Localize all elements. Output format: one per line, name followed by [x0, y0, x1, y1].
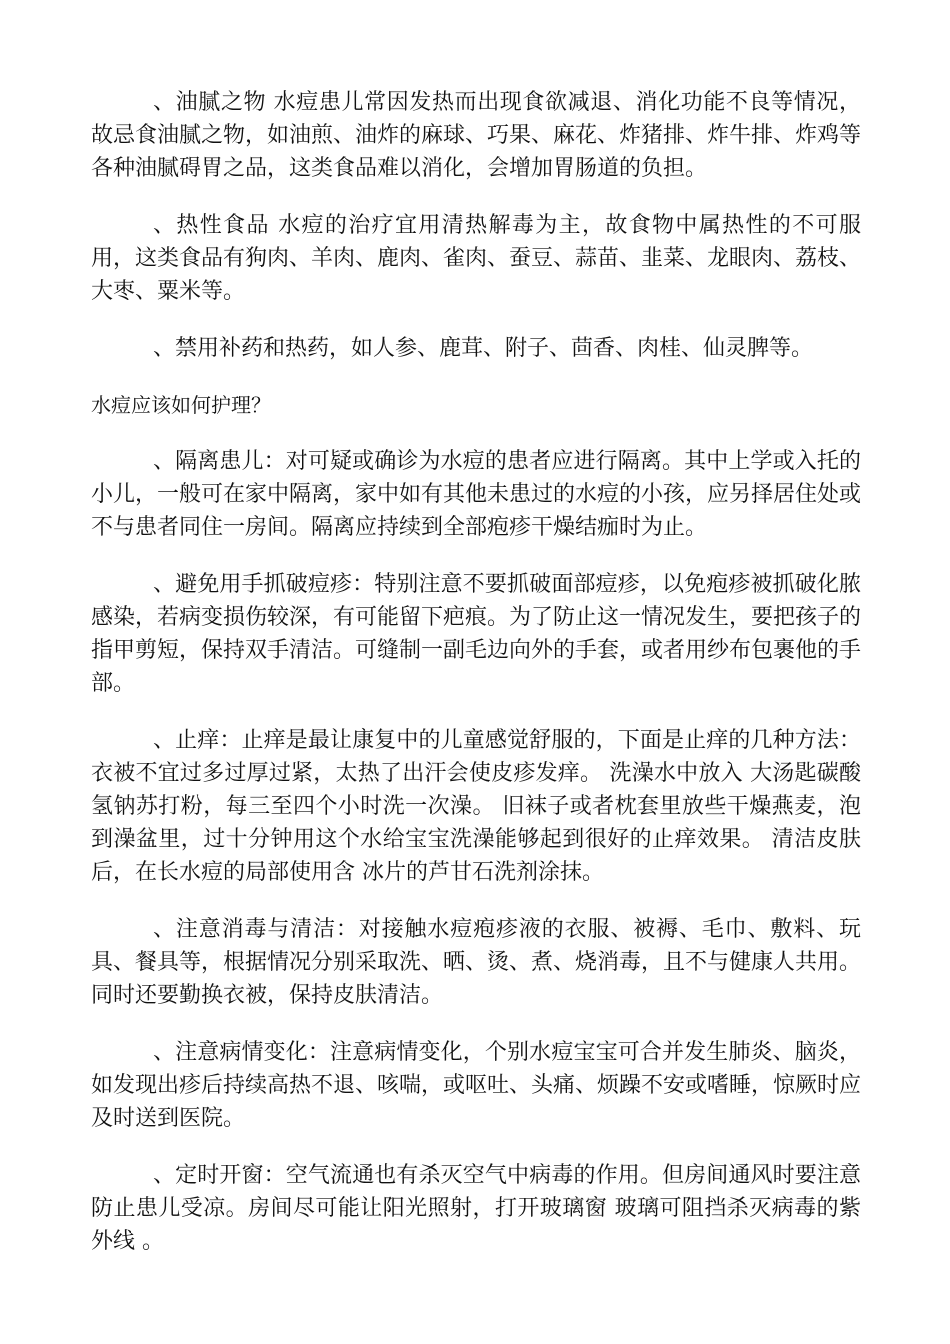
diet-hot-food-paragraph: 、热性食品 水痘的治疗宜用清热解毒为主，故食物中属热性的不可服用，这类食品有狗肉、羊肉、鹿肉、雀肉、蚕豆、蒜苗、韭菜、龙眼肉、荔枝、大枣、粟米等。 [91, 213, 862, 304]
care-heading: 水痘应该如何护理？ [91, 393, 271, 417]
care-disinfection-paragraph: 、注意消毒与清洁：对接触水痘疱疹液的衣服、被褥、毛巾、敷料、玩具、餐具等，根据情况分别采取洗、晒、烫、煮、烧消毒，且不与健康人共用。同时还要勤换衣被，保持皮肤清洁。 [91, 917, 862, 1008]
care-isolation-paragraph: 、隔离患儿：对可疑或确诊为水痘的患者应进行隔离。其中上学或入托的小儿，一般可在家中隔离，家中如有其他未患过的水痘的小孩，应另择居住处或不与患者同住一房间。隔离应持续到全部疱疹干燥结痂时为止。 [91, 449, 862, 540]
document-page [91, 86, 861, 1282]
care-itch-relief-paragraph: 、止痒：止痒是最让康复中的儿童感觉舒服的，下面是止痒的几种方法： 衣被不宜过多过厚过紧，太热了出汗会使皮疹发痒。 洗澡水中放入 大汤匙碳酸氢钠苏打粉，每三至四个小时洗一次澡。 旧袜子或者枕套里放些干燥燕麦，泡到澡盆里，过十分钟用这个水给宝宝洗澡能够起到很好的止痒效果。 清洁皮肤后，在长水痘的局部使用含 冰片的芦甘石洗剂涂抹。 [91, 728, 861, 885]
diet-oily-food-paragraph: 、油腻之物 水痘患儿常因发热而出现食欲减退、消化功能不良等情况，故忌食油腻之物，如油煎、油炸的麻球、巧果、麻花、炸猪排、炸牛排、炸鸡等各种油腻碍胃之品，这类食品难以消化，会增加胃肠道的负担。 [91, 90, 862, 181]
diet-tonic-paragraph: 、禁用补药和热药，如人参、鹿茸、附子、茴香、肉桂、仙灵脾等。 [153, 336, 814, 361]
care-monitoring-paragraph: 、注意病情变化：注意病情变化，个别水痘宝宝可合并发生肺炎、脑炎，如发现出疹后持续高热不退、咳喘，或呕吐、头痛、烦躁不安或嗜睡，惊厥时应及时送到医院。 [91, 1040, 862, 1131]
care-no-scratch-paragraph: 、避免用手抓破痘疹：特别注意不要抓破面部痘疹，以免疱疹被抓破化脓感染，若病变损伤较深，有可能留下疤痕。为了防止这一情况发生，要把孩子的指甲剪短，保持双手清洁。可缝制一副毛边向外的手套，或者用纱布包裹他的手部。 [91, 572, 862, 696]
care-ventilation-paragraph: 、定时开窗：空气流通也有杀灭空气中病毒的作用。但房间通风时要注意防止患儿受凉。房间尽可能让阳光照射，打开玻璃窗 玻璃可阻挡杀灭病毒的紫外线 。 [91, 1163, 861, 1254]
